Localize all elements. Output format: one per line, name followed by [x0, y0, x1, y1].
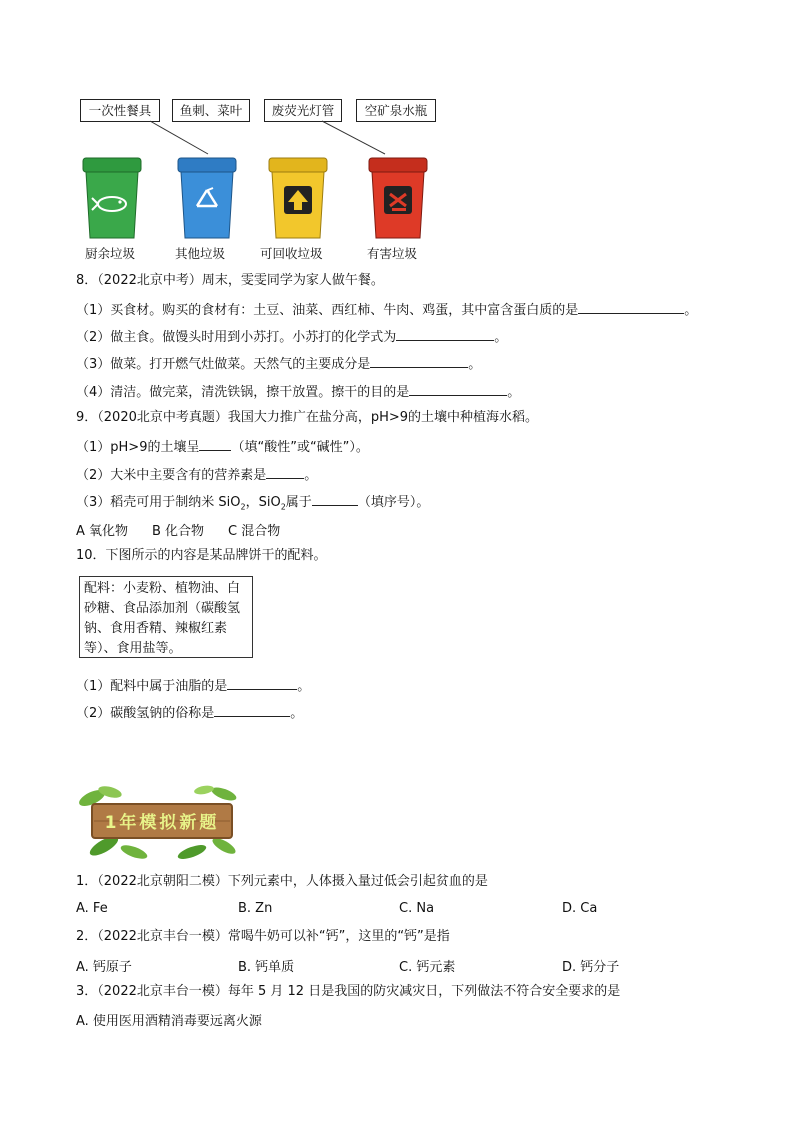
q8-sub2: （2）做主食。做馒头时用到小苏打。小苏打的化学式为 。	[76, 327, 507, 347]
label-water-bottle: 空矿泉水瓶	[356, 99, 436, 122]
answer-blank[interactable]	[409, 382, 507, 396]
q9-stem: 9．（2020北京中考真题）我国大力推广在盐分高，pH>9的土壤中种植海水稻。	[76, 410, 539, 425]
mc2-option-a[interactable]: A. 钙原子	[76, 960, 132, 975]
q9-option-c[interactable]: C 混合物	[228, 524, 281, 539]
answer-blank[interactable]	[266, 465, 304, 479]
answer-blank[interactable]	[312, 492, 358, 506]
mc3-option-a[interactable]: A. 使用医用酒精消毒要远离火源	[76, 1014, 262, 1029]
hazardous-icon	[384, 186, 412, 214]
label-fish-bones: 鱼刺、菜叶	[172, 99, 250, 122]
mc2-option-c[interactable]: C. 钙元素	[399, 960, 456, 975]
mc1-option-a[interactable]: A. Fe	[76, 901, 108, 916]
other-waste-bin	[175, 156, 239, 242]
hazardous-waste-bin	[366, 156, 430, 242]
q9-sub3: （3）稻壳可用于制纳米 SiO$_2$，SiO$_2$属于 （填序号）。	[76, 492, 429, 517]
answer-blank[interactable]	[578, 300, 684, 314]
mc1-stem: 1．（2022北京朝阳二模）下列元素中，人体摄入量过低会引起贫血的是	[76, 874, 488, 889]
q10-stem: 10．下图所示的内容是某品牌饼干的配料。	[76, 548, 327, 563]
recyclable-bin	[266, 156, 330, 242]
label-fluorescent-tube: 废荧光灯管	[264, 99, 342, 122]
caption-hazardous: 有害垃圾	[367, 246, 418, 261]
ingredients-box: 配料：小麦粉、植物油、白砂糖、食品添加剂（碳酸氢钠、食用香精、辣椒红素等）、食用盐等。	[79, 576, 253, 658]
caption-other-waste: 其他垃圾	[175, 246, 226, 261]
answer-blank[interactable]	[396, 327, 494, 341]
caption-kitchen-waste: 厨余垃圾	[85, 246, 136, 261]
label-disposable-tableware: 一次性餐具	[80, 99, 160, 122]
banner-title: 1年模拟新题	[104, 813, 220, 833]
q8-sub1: （1）买食材。购买的食材有：土豆、油菜、西红柿、牛肉、鸡蛋，其中富含蛋白质的是 。	[76, 300, 697, 320]
mc1-option-b[interactable]: B. Zn	[238, 901, 273, 916]
q8-sub4: （4）清洁。做完菜，清洗铁锅，擦干放置。擦干的目的是 。	[76, 382, 520, 402]
q9-sub2: （2）大米中主要含有的营养素是 。	[76, 465, 317, 485]
q10-sub2: （2）碳酸氢钠的俗称是 。	[76, 703, 303, 723]
answer-blank[interactable]	[227, 676, 297, 690]
mc1-option-d[interactable]: D. Ca	[562, 901, 598, 916]
mc3-stem: 3．（2022北京丰台一模）每年 5 月 12 日是我国的防灾减灾日，下列做法不符合安全要求的是	[76, 984, 621, 999]
mc2-option-b[interactable]: B. 钙单质	[238, 960, 295, 975]
q8-stem: 8．（2022北京中考）周末，雯雯同学为家人做午餐。	[76, 273, 384, 288]
recyclable-icon	[284, 186, 312, 214]
q9-option-b[interactable]: B 化合物	[152, 524, 205, 539]
q9-option-a[interactable]: A 氧化物	[76, 524, 129, 539]
answer-blank[interactable]	[199, 437, 231, 451]
q8-sub3: （3）做菜。打开燃气灶做菜。天然气的主要成分是 。	[76, 354, 481, 374]
answer-blank[interactable]	[370, 354, 468, 368]
mc2-stem: 2．（2022北京丰台一模）常喝牛奶可以补“钙”，这里的“钙”是指	[76, 929, 450, 944]
caption-recyclable: 可回收垃圾	[260, 246, 323, 261]
q9-sub1: （1）pH>9的土壤呈 （填“酸性”或“碱性”）。	[76, 437, 369, 457]
q10-sub1: （1）配料中属于油脂的是 。	[76, 676, 310, 696]
mc1-option-c[interactable]: C. Na	[399, 901, 435, 916]
answer-blank[interactable]	[214, 703, 290, 717]
section-banner	[74, 784, 246, 860]
mc2-option-d[interactable]: D. 钙分子	[562, 960, 620, 975]
kitchen-waste-bin	[80, 156, 144, 242]
